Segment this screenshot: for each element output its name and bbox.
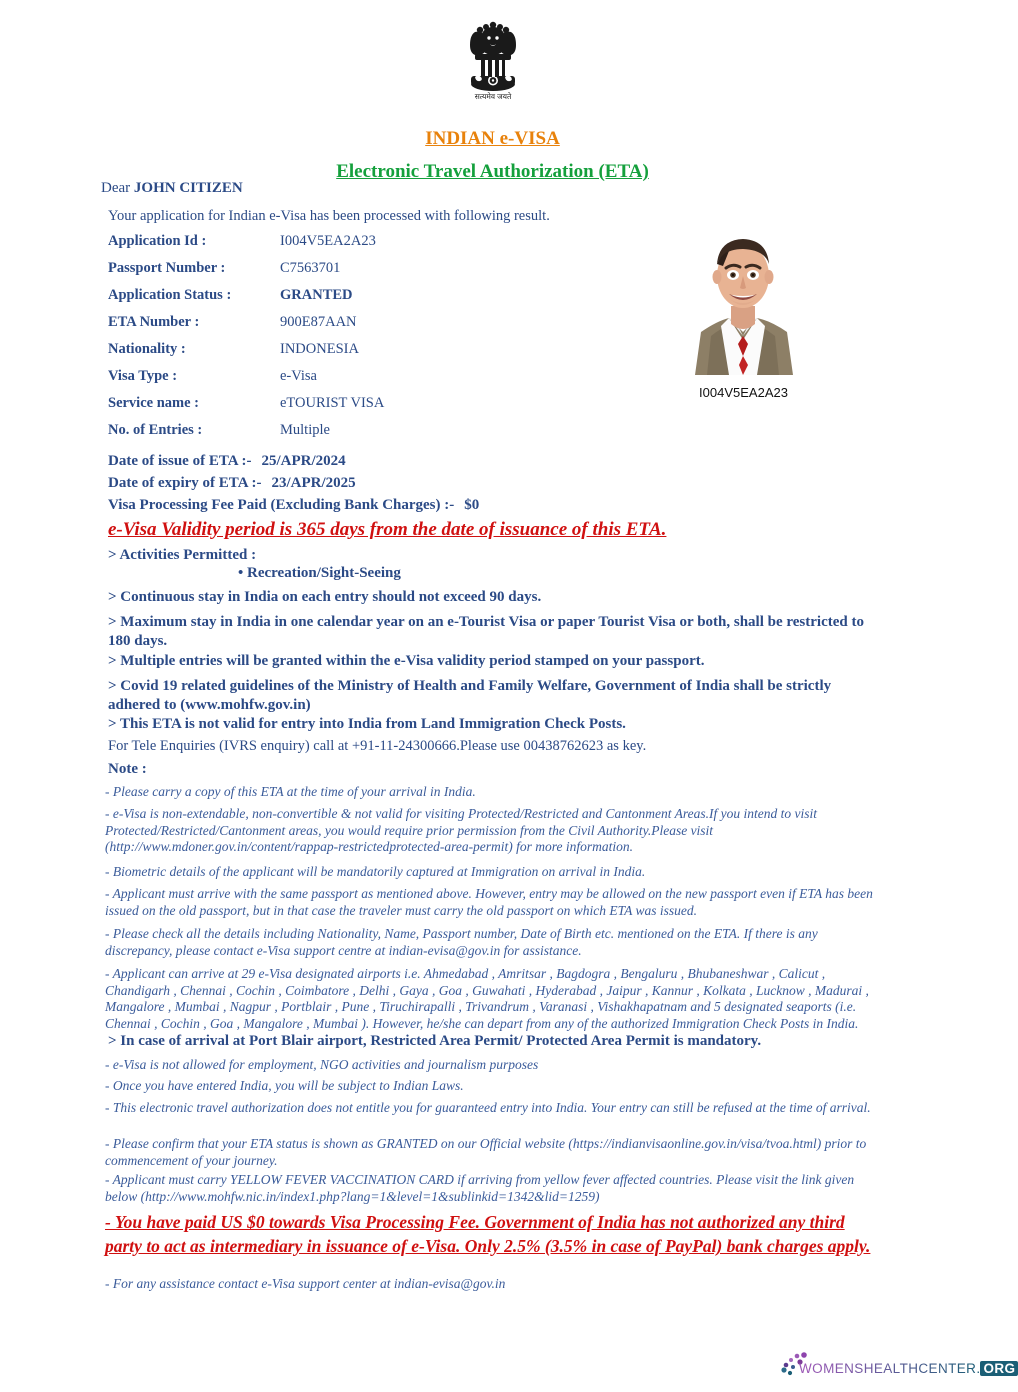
note-item: - e-Visa is not allowed for employment, NGO activities and journalism purposes xyxy=(105,1057,539,1072)
issue-date-label: Date of issue of ETA :- xyxy=(108,453,252,469)
detail-label: Nationality : xyxy=(108,341,186,357)
application-details-table xyxy=(108,233,384,449)
detail-label: Application Id : xyxy=(108,233,207,249)
applicant-name: JOHN CITIZEN xyxy=(133,180,243,196)
applicant-photo xyxy=(677,220,810,375)
expiry-date-label: Date of expiry of ETA :- xyxy=(108,475,262,491)
detail-row xyxy=(108,341,384,368)
national-emblem-container xyxy=(0,14,985,106)
detail-value: eTOURIST VISA xyxy=(280,395,385,411)
note-item: - Applicant must carry YELLOW FEVER VACCINATION CARD if arriving from yellow fever affected countries. Please visit the link given below (http://www.mohfw.nic.in/index1.php?lang=1&level=1&sublinkid=1342&lid=1259) xyxy=(105,1172,855,1204)
condition-continuous-stay: > Continuous stay in India on each entry should not exceed 90 days. xyxy=(108,589,542,605)
detail-value: I004V5EA2A23 xyxy=(280,233,376,249)
greeting-line xyxy=(101,180,243,197)
note-item: - Once you have entered India, you will be subject to Indian Laws. xyxy=(105,1078,464,1093)
validity-statement: e-Visa Validity period is 365 days from the date of issuance of this ETA. xyxy=(108,519,667,540)
fee-value: $0 xyxy=(464,497,480,513)
detail-value: C7563701 xyxy=(280,260,341,276)
note-item: - e-Visa is non-extendable, non-convertible & not valid for visiting Protected/Restricted and Cantonment Areas.If you intend to visit Protected/Restricted/Cantonment areas, you would require prior permission from the Civil Authority.Please visit (http://www.mdoner.gov.in/content/rappap-restrictedprotected-area-permit) for more information. xyxy=(105,806,817,854)
note-item: - Please check all the details including Nationality, Name, Passport number, Date of Birth etc. mentioned on the ETA. If there is any discrepancy, please contact e-Visa support centre at indian-evisa@gov.in for assistance. xyxy=(105,926,818,958)
page-title-main-text: INDIAN e-VISA xyxy=(425,128,560,149)
detail-label: ETA Number : xyxy=(108,314,200,330)
note-item: - Applicant can arrive at 29 e-Visa designated airports i.e. Ahmedabad , Amritsar , Bagdogra , Bengaluru , Bhubaneshwar , Calicut , Chandigarh , Chennai , Cochin , Coimbatore , Delhi , Gaya , Goa , Guwahati , Hyderabad , Jaipur , Kannur , Kolkata , Lucknow , Madurai , Mangalore , Mumbai , Nagpur , Portblair , Pune , Tiruchirapalli , Trivandrum , Varanasi , Vishakhapatnam and 5 designated seaports (i.e. Chennai , Cochin , Goa , Mangalore , Mumbai ). However, he/she can depart from any of the authorized Immigration Check Posts in India. xyxy=(105,966,869,1031)
note-item: - Please carry a copy of this ETA at the time of your arrival in India. xyxy=(105,784,476,799)
tele-enquiry-line: For Tele Enquiries (IVRS enquiry) call at +91-11-24300666.Please use 00438762623 as key. xyxy=(108,738,647,754)
condition-covid-guidelines: > Covid 19 related guidelines of the Ministry of Health and Family Welfare, Government of India shall be strictly adhered to (www.mohfw.gov.in) xyxy=(108,678,832,713)
condition-multiple-entries: > Multiple entries will be granted within the e-Visa validity period stamped on your passport. xyxy=(108,653,705,669)
expiry-date-value: 23/APR/2025 xyxy=(271,475,356,491)
detail-label: No. of Entries : xyxy=(108,422,203,438)
fee-row xyxy=(108,494,479,516)
greeting-prefix: Dear xyxy=(101,180,134,196)
photo-caption: I004V5EA2A23 xyxy=(699,385,788,400)
applicant-photo-image xyxy=(677,220,810,375)
note-item: - Biometric details of the applicant will be mandatorily captured at Immigration on arrival in India. xyxy=(105,864,646,879)
detail-row xyxy=(108,368,384,395)
expiry-date-row xyxy=(108,472,479,494)
detail-label: Application Status : xyxy=(108,287,232,303)
note-item: - Please confirm that your ETA status is shown as GRANTED on our Official website (https://indianvisaonline.gov.in/visa/tvoa.html) prior to commencement of your journey. xyxy=(105,1136,867,1168)
note-item: - Applicant must arrive with the same passport as mentioned above. However, entry may be allowed on the new passport even if ETA has been issued on the old passport, but in that case the traveler must carry the old passport on which ETA was issued. xyxy=(105,886,873,918)
detail-value: 900E87AAN xyxy=(280,314,357,330)
page-title-main xyxy=(0,128,985,150)
watermark-tld: ORG xyxy=(980,1361,1018,1376)
payment-warning-note: - You have paid US $0 towards Visa Processing Fee. Government of India has not authorized any third party to act as intermediary in issuance of e-Visa. Only 2.5% (3.5% in case of PayPal) bank charges apply. xyxy=(105,1212,871,1256)
fee-label: Visa Processing Fee Paid (Excluding Bank Charges) :- xyxy=(108,497,455,513)
note-heading: Note : xyxy=(108,761,147,777)
detail-value: Multiple xyxy=(280,422,330,438)
watermark-domain: WOMENSHEALTHCENTER. xyxy=(799,1361,981,1376)
india-national-emblem-icon xyxy=(460,14,526,106)
issue-date-row xyxy=(108,450,479,472)
final-assistance-note: - For any assistance contact e-Visa support center at indian-evisa@gov.in xyxy=(105,1276,506,1291)
note-item: - This electronic travel authorization does not entitle you for guaranteed entry into India. Your entry can still be refused at the time of arrival. xyxy=(105,1100,871,1115)
detail-row xyxy=(108,314,384,341)
detail-label: Passport Number : xyxy=(108,260,226,276)
detail-row xyxy=(108,233,384,260)
detail-value: e-Visa xyxy=(280,368,317,384)
detail-row xyxy=(108,395,384,422)
detail-row xyxy=(108,422,384,449)
activities-permitted-header: > Activities Permitted : xyxy=(108,547,257,563)
page-title-sub-text: Electronic Travel Authorization (ETA) xyxy=(336,161,649,182)
detail-row xyxy=(108,260,384,287)
eta-dates-block xyxy=(108,450,479,516)
emblem-motto: सत्यमेव जयते xyxy=(474,92,511,101)
issue-date-value: 25/APR/2024 xyxy=(261,453,346,469)
detail-row xyxy=(108,287,384,314)
detail-value: INDONESIA xyxy=(280,341,359,357)
detail-value: GRANTED xyxy=(280,287,353,303)
intro-text: Your application for Indian e-Visa has been processed with following result. xyxy=(108,208,550,224)
condition-port-blair: > In case of arrival at Port Blair airport, Restricted Area Permit/ Protected Area Permit is mandatory. xyxy=(108,1033,762,1049)
detail-label: Visa Type : xyxy=(108,368,178,384)
watermark-text xyxy=(799,1361,1018,1376)
activity-item-recreation: • Recreation/Sight-Seeing xyxy=(238,565,401,581)
condition-maximum-stay: > Maximum stay in India in one calendar year on an e-Tourist Visa or paper Tourist Visa or both, shall be restricted to 180 days. xyxy=(108,614,864,649)
condition-land-check-posts: > This ETA is not valid for entry into India from Land Immigration Check Posts. xyxy=(108,716,626,732)
detail-label: Service name : xyxy=(108,395,199,411)
watermark-logo xyxy=(781,1352,1016,1386)
